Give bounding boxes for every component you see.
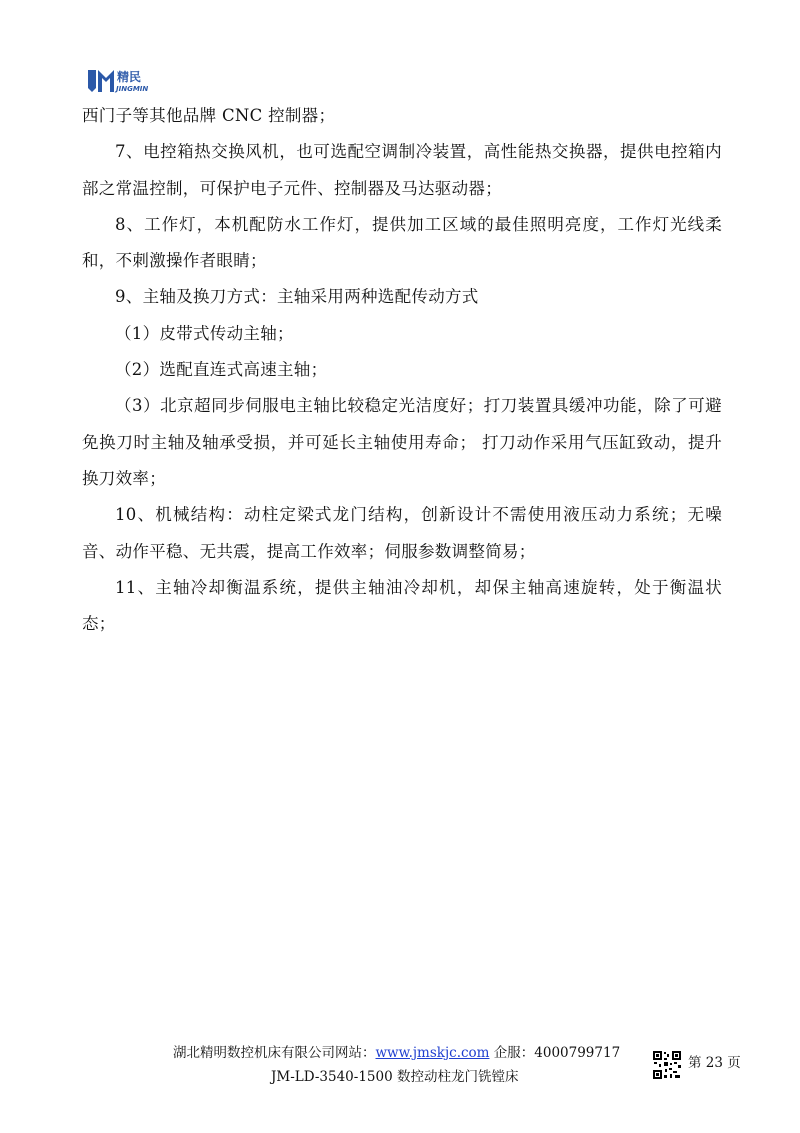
- document-body: [82, 98, 722, 642]
- paragraph-subitem-1: （1）皮带式传动主轴；: [115, 323, 294, 343]
- paragraph-item-11: 11、主轴冷却衡温系统，提供主轴油冷却机，却保主轴高速旋转，处于衡温状态；: [82, 577, 722, 634]
- logo-en-text: JINGMIN: [116, 85, 149, 93]
- logo-cn-text: 精民: [117, 70, 142, 84]
- page-footer: [0, 1040, 800, 1100]
- paragraph-item-10: 10、机械结构：动柱定梁式龙门结构，创新设计不需使用液压动力系统；无噪音、动作平稳、无共震，提高工作效率；伺服参数调整简易；: [82, 505, 722, 561]
- paragraph-item-8: 8、工作灯，本机配防水工作灯，提供加工区域的最佳照明亮度，工作灯光线柔和，不刺激操作者眼睛；: [82, 214, 722, 271]
- page-number: 第 23 页: [688, 1055, 741, 1071]
- company-logo: [86, 66, 186, 96]
- company-name-label: 湖北精明数控机床有限公司网站：: [173, 1045, 376, 1061]
- paragraph-subitem-3: （3）北京超同步伺服电主轴比较稳定光洁度好；打刀装置具缓冲功能，除了可避免换刀时主轴及轴承受损，并可延长主轴使用寿命； 打刀动作采用气压缸致动，提升换刀效率；: [82, 396, 722, 488]
- jingmin-logo-icon: [86, 66, 186, 96]
- service-phone: 企服：4000799717: [489, 1045, 621, 1061]
- paragraph-item-9: 9、主轴及换刀方式：主轴采用两种选配传动方式: [115, 287, 479, 307]
- footer-contact-line: [173, 1044, 620, 1062]
- website-link[interactable]: www.jmskjc.com: [375, 1045, 490, 1061]
- paragraph-subitem-2: （2）选配直连式高速主轴；: [115, 360, 328, 380]
- paragraph-item-7: 7、电控箱热交换风机，也可选配空调制冷装置，高性能热交换器，提供电控箱内部之常温控制，可保护电子元件、控制器及马达驱动器；: [82, 142, 722, 198]
- paragraph-continuation: 西门子等其他品牌 CNC 控制器；: [82, 106, 336, 125]
- footer-model-line: JM-LD-3540-1500 数控动柱龙门铣镗床: [271, 1069, 519, 1085]
- qr-code-icon: [652, 1050, 682, 1080]
